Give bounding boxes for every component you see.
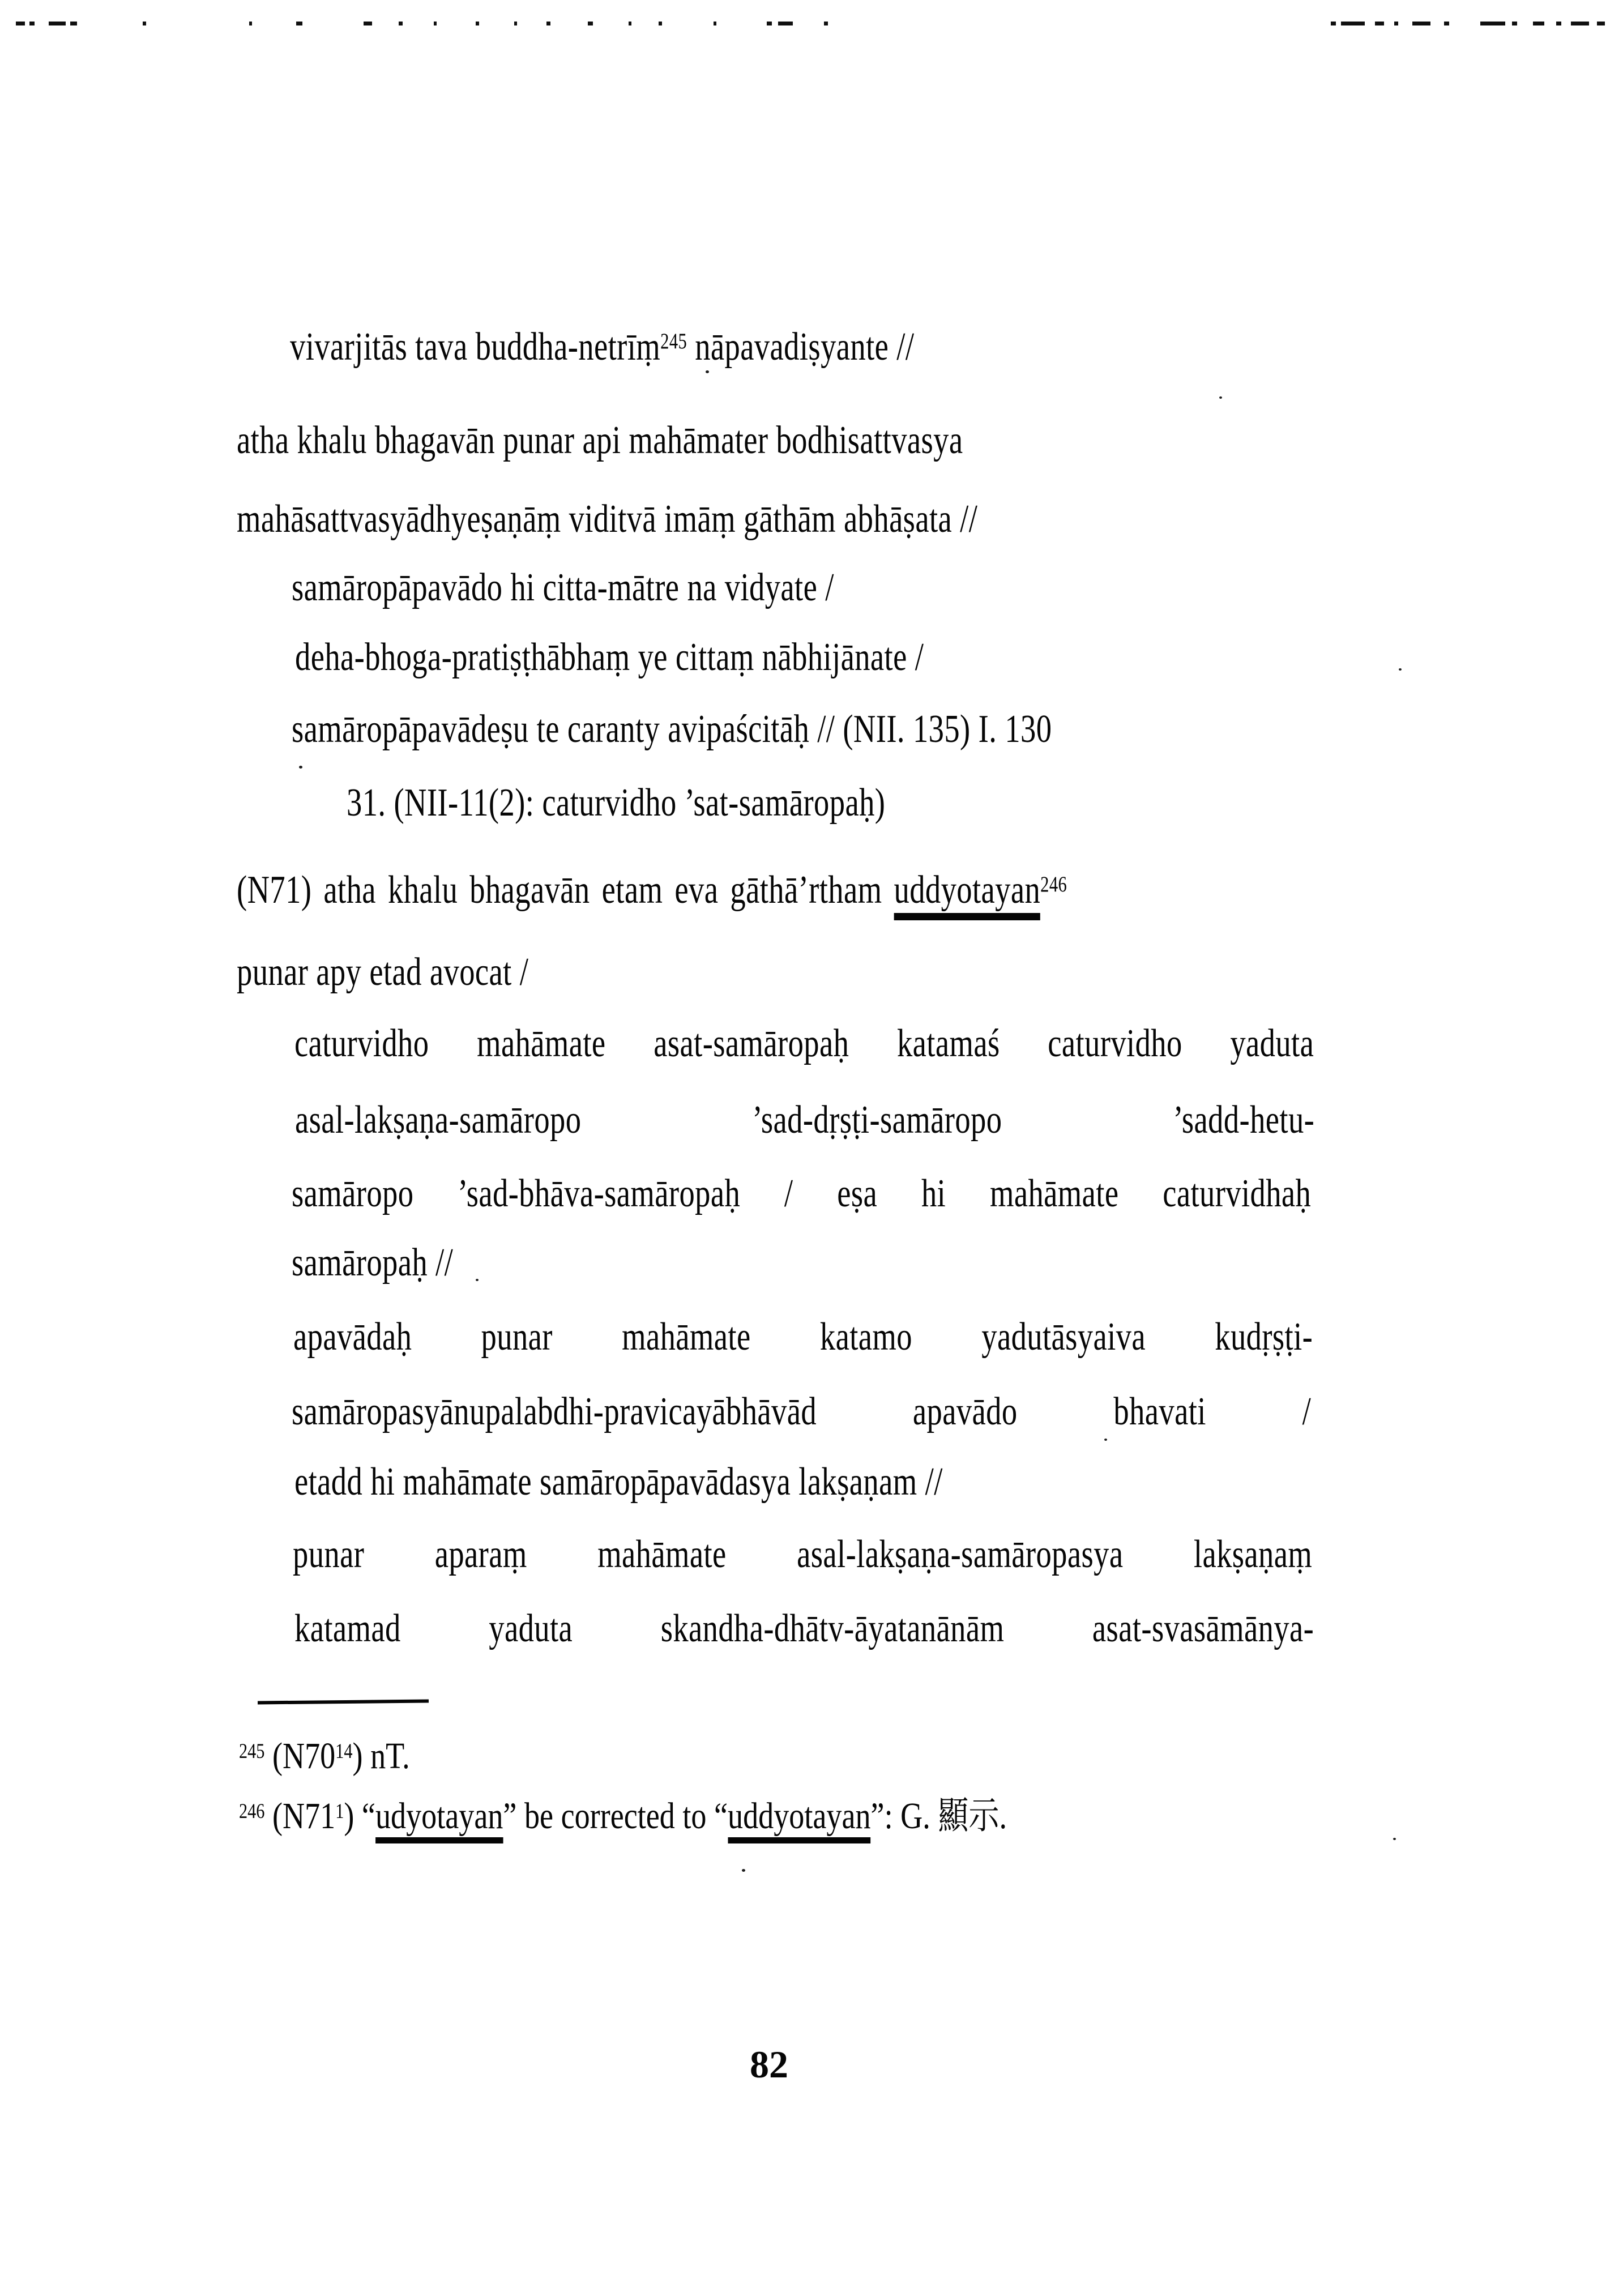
footnote-marker: 245 xyxy=(239,1739,265,1762)
para-line-samaropasyanupalabdhi xyxy=(292,1386,1311,1438)
para-line-apavadah xyxy=(293,1311,1313,1363)
scan-dash xyxy=(399,22,403,25)
prose-line-mahasattvasya xyxy=(237,493,977,545)
scan-speck xyxy=(1104,1439,1107,1441)
para-text: asal-lakṣaṇa-samāropo xyxy=(295,1098,582,1142)
scan-speck xyxy=(476,1279,479,1281)
page-number: 82 xyxy=(750,2043,788,2086)
para-text: ’sad-dṛṣṭi-samāropo xyxy=(752,1098,1002,1142)
scan-dash xyxy=(629,22,631,25)
verse-text: deha-bhoga-pratiṣṭhābhaṃ ye cittaṃ nābhijānate / xyxy=(295,635,924,679)
footnote-marker: 246 xyxy=(239,1799,265,1823)
scan-dash xyxy=(1341,22,1365,25)
verse-line-samaropapavadesu xyxy=(292,703,1052,756)
verse-text: samāropāpavādo hi citta-mātre na vidyate / xyxy=(292,566,834,609)
para-text: samāropo ’sad-bhāva-samāropaḥ / eṣa hi mahāmate caturvidhaḥ xyxy=(292,1172,1312,1215)
scan-dash xyxy=(16,22,25,25)
scan-dash xyxy=(1512,22,1517,25)
footnote-superscript: 14 xyxy=(335,1739,353,1762)
scan-dash xyxy=(1571,22,1589,25)
scan-dash xyxy=(1331,22,1336,25)
scan-dash xyxy=(778,22,793,25)
scan-dash xyxy=(824,22,828,25)
scan-dash xyxy=(1375,22,1384,25)
verse-line-samaropapavado xyxy=(292,562,834,614)
scan-dash xyxy=(296,22,302,25)
para-line-caturvidho xyxy=(294,1018,1314,1070)
scan-dash xyxy=(364,22,372,25)
heading-text: 31. (NII-11(2): caturvidho ’sat-samāropaḥ) xyxy=(347,781,886,825)
verse-line-deha-bhoga xyxy=(295,631,924,684)
underlined-word: udyotayan xyxy=(375,1795,503,1843)
scan-dash xyxy=(1480,22,1505,25)
verse-text: samāropāpavādeṣu te caranty avipaścitāḥ // (NII. 135) I. 130 xyxy=(292,707,1052,751)
scan-dash xyxy=(714,22,716,25)
para-line-katamad-yaduta xyxy=(294,1603,1314,1655)
scan-dash xyxy=(70,22,77,25)
footnote-ref-245: 245 xyxy=(660,328,687,353)
scan-speck xyxy=(1399,668,1402,671)
prose-line-n71 xyxy=(237,864,1067,916)
prose-line-punar-apy xyxy=(237,946,528,998)
scan-dash xyxy=(1394,22,1398,25)
para-text: etadd hi mahāmate samāropāpavādasya lakṣaṇam // xyxy=(294,1460,943,1504)
scan-dash xyxy=(249,22,252,25)
underlined-word: uddyotayan xyxy=(894,868,1041,920)
scan-speck xyxy=(742,1869,745,1872)
scan-dash xyxy=(546,22,550,25)
scan-dash xyxy=(659,22,662,25)
para-line-asal-laksana xyxy=(295,1094,1314,1146)
scan-dash xyxy=(476,22,479,25)
para-text: katamad yaduta skandha-dhātv-āyatanānām asat-svasāmānya- xyxy=(294,1607,1314,1650)
prose-text: atha khalu bhagavān punar api mahāmater bodhisattvasya xyxy=(237,419,963,462)
footnote-text: (N71 xyxy=(264,1795,336,1837)
scan-dash xyxy=(143,22,146,25)
section-heading-31 xyxy=(347,777,885,829)
scan-dash xyxy=(514,22,517,25)
scan-speck xyxy=(1219,396,1222,399)
scan-dash xyxy=(1597,22,1605,25)
verse-line-vivarjitas xyxy=(290,321,914,373)
scan-speck xyxy=(299,766,302,769)
verse-text: vivarjitās tava buddha-netrīṃ xyxy=(290,325,661,369)
scan-dash xyxy=(29,22,35,25)
footnote-246 xyxy=(239,1791,1007,1841)
para-text: samāropaḥ // xyxy=(292,1241,454,1284)
footnote-245 xyxy=(239,1731,410,1781)
para-line-etadd-hi xyxy=(294,1456,943,1508)
footnote-separator xyxy=(258,1700,429,1705)
prose-text: mahāsattvasyādhyeṣaṇāṃ viditvā imāṃ gāthām abhāṣata // xyxy=(237,497,978,541)
para-text: ’sadd-hetu- xyxy=(1173,1098,1315,1142)
footnote-text: (N70 xyxy=(264,1735,336,1777)
scan-dash xyxy=(1533,22,1544,25)
prose-text: punar apy etad avocat / xyxy=(237,950,529,994)
scan-speck xyxy=(1393,1838,1396,1840)
prose-text: (N71) atha khalu bhagavān etam eva gāthā’rtham xyxy=(237,868,894,912)
prose-line-atha-khalu xyxy=(237,415,963,467)
verse-text: nāpavadiṣyante // xyxy=(687,325,915,369)
para-text: punar aparaṃ mahāmate asal-lakṣaṇa-samāropasya lakṣaṇaṃ xyxy=(293,1533,1313,1576)
footnote-text: ” be corrected to “ xyxy=(503,1795,728,1837)
scan-dash xyxy=(1556,22,1561,25)
footnote-superscript: 1 xyxy=(335,1799,344,1823)
para-line-samaropah xyxy=(292,1237,453,1289)
scan-dash xyxy=(767,22,772,25)
para-text: samāropasyānupalabdhi-pravicayābhāvād apavādo bhavati / xyxy=(292,1390,1312,1433)
para-text: apavādaḥ punar mahāmate katamo yadutāsyaiva kudṛṣṭi- xyxy=(293,1315,1313,1359)
footnote-text: ”: G. 顯示. xyxy=(870,1795,1007,1837)
footnote-text: ) “ xyxy=(344,1795,375,1837)
scan-dash xyxy=(1412,22,1430,25)
footnote-ref-246: 246 xyxy=(1040,872,1067,897)
para-line-samaropo-sad-bhava xyxy=(292,1168,1311,1220)
scan-dash xyxy=(1444,22,1449,25)
underlined-word: uddyotayan xyxy=(728,1795,871,1843)
para-text: caturvidho mahāmate asat-samāropaḥ katamaś caturvidho yaduta xyxy=(294,1022,1314,1065)
scan-dash xyxy=(434,22,437,25)
scan-dash xyxy=(588,22,593,25)
scan-dash xyxy=(49,22,66,25)
footnote-text: ) nT. xyxy=(352,1735,410,1777)
para-line-punar-aparam xyxy=(293,1529,1312,1581)
